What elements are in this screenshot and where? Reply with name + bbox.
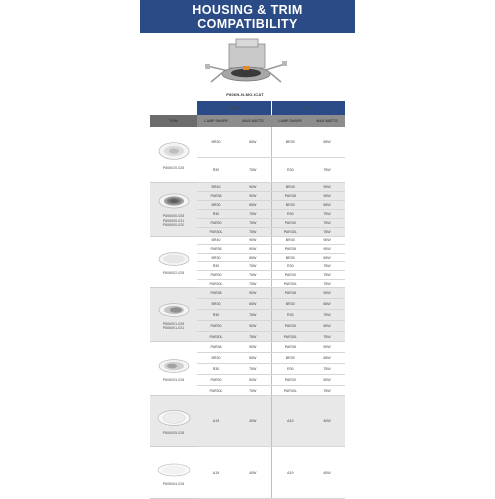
trim-model-number: P806002-028	[162, 270, 185, 275]
trim-cell	[150, 447, 197, 499]
non-ic-lamp-shape: PAR30L	[197, 279, 235, 288]
table-row	[150, 236, 345, 245]
non-ic-max-watts: 75W	[235, 227, 271, 236]
table-row	[150, 396, 345, 447]
non-ic-max-watts: 40W	[235, 396, 271, 447]
non-ic-max-watts: 90W	[235, 182, 271, 191]
ic-lamp-shape: PAR30	[271, 320, 309, 331]
non-ic-max-watts: 75W	[235, 279, 271, 288]
ic-lamp-shape: BR40	[271, 236, 309, 245]
non-ic-lamp-shape: PAR30	[197, 374, 235, 385]
ic-lamp-shape: PAR30L	[271, 279, 309, 288]
ic-lamp-shape: BR40	[271, 182, 309, 191]
non-ic-lamp-shape: PAR30	[197, 271, 235, 280]
trim-wrap	[150, 300, 197, 331]
ic-lamp-shape: BR30	[271, 127, 309, 157]
ic-lamp-shape: R30	[271, 262, 309, 271]
table-row	[150, 447, 345, 499]
ic-max-watts: 65W	[309, 353, 345, 364]
ic-max-watts: 90W	[309, 342, 345, 353]
ic-max-watts: 90W	[309, 182, 345, 191]
table-row	[150, 182, 345, 191]
ic-lamp-shape: PAR30L	[271, 331, 309, 342]
ic-max-watts: 75W	[309, 271, 345, 280]
non-ic-lamp-shape: PAR30L	[197, 331, 235, 342]
trim-eyeball-icon	[155, 356, 193, 378]
non-ic-max-watts: 65W	[235, 127, 271, 157]
title-line-2: COMPATIBILITY	[197, 17, 298, 31]
trim-model-number: P806000-020	[162, 223, 185, 228]
ic-max-watts: 75W	[309, 157, 345, 182]
trim-wrap	[150, 407, 197, 435]
non-ic-max-watts: 75W	[235, 271, 271, 280]
trim-cell	[150, 396, 197, 447]
trim-cell	[150, 236, 197, 288]
ic-max-watts: 90W	[309, 191, 345, 200]
non-ic-lamp-shape: PAR38	[197, 342, 235, 353]
ic-max-watts: 75W	[309, 331, 345, 342]
non-ic-lamp-shape: PAR38	[197, 191, 235, 200]
non-ic-lamp-shape: BR40	[197, 182, 235, 191]
ic-lamp-shape: A19	[271, 447, 309, 499]
non-ic-max-watts: 75W	[235, 331, 271, 342]
ic-max-watts: 75W	[309, 310, 345, 321]
ic-max-watts: 50W	[309, 320, 345, 331]
trim-wrap	[150, 460, 197, 486]
ic-max-watts: 65W	[309, 127, 345, 157]
non-ic-lamp-shape: R30	[197, 209, 235, 218]
non-ic-lamp-shape: R30	[197, 364, 235, 375]
ic-lamp-shape: PAR30	[271, 374, 309, 385]
trim-model-number: P806003-028	[162, 377, 185, 382]
trim-shower-icon	[155, 407, 193, 431]
ic-lamp-shape: PAR38	[271, 288, 309, 299]
ic-lamp-shape: R30	[271, 364, 309, 375]
ic-max-watts: 40W	[309, 447, 345, 499]
trim-wrap	[150, 249, 197, 275]
ic-max-watts: 65W	[309, 253, 345, 262]
non-ic-lamp-shape: R30	[197, 157, 235, 182]
trim-model-number: P806001-028	[162, 321, 185, 326]
ic-max-watts: 90W	[309, 288, 345, 299]
non-ic-max-watts: 65W	[235, 253, 271, 262]
product-model: P806N-N-MO-ICAT	[226, 92, 264, 97]
ic-max-watts: 75W	[309, 385, 345, 396]
non-ic-max-watts: 65W	[235, 353, 271, 364]
non-ic-lamp-shape: A19	[197, 447, 235, 499]
ic-lamp-shape: R30	[271, 209, 309, 218]
trim-open-icon	[155, 249, 193, 271]
trim-model-number: P806020-028	[162, 166, 185, 171]
non-ic-max-watts: 65W	[235, 299, 271, 310]
trim-gimbal-icon	[155, 300, 193, 322]
non-ic-max-watts: 75W	[235, 157, 271, 182]
table-row	[150, 288, 345, 299]
ic-max-watts: 75W	[309, 227, 345, 236]
ic-lamp-shape: BR30	[271, 253, 309, 262]
title-line-1: HOUSING & TRIM	[192, 3, 303, 17]
non-ic-lamp-shape: BR30	[197, 353, 235, 364]
non-ic-max-watts: 75W	[235, 209, 271, 218]
non-ic-lamp-shape: R30	[197, 262, 235, 271]
non-ic-max-watts: 90W	[235, 236, 271, 245]
ic-max-watts: 65W	[309, 299, 345, 310]
trim-cell	[150, 182, 197, 236]
trim-lens-icon	[155, 460, 193, 482]
non-ic-lamp-shape: A19	[197, 396, 235, 447]
non-ic-max-watts: 40W	[235, 447, 271, 499]
ic-lamp-shape: BR30	[271, 200, 309, 209]
ic-max-watts: 75W	[309, 364, 345, 375]
subheader-non-ic-lamp-shape: LAMP SHAPE	[197, 115, 235, 127]
ic-lamp-shape: BR30	[271, 299, 309, 310]
trim-wrap	[150, 138, 197, 170]
non-ic-lamp-shape: PAR30	[197, 218, 235, 227]
non-ic-max-watts: 50W	[235, 320, 271, 331]
header-ic: IC	[271, 101, 345, 115]
ic-max-watts: 65W	[309, 200, 345, 209]
recessed-housing-icon	[203, 36, 289, 88]
trim-wrap	[150, 356, 197, 382]
title-banner	[140, 0, 355, 33]
non-ic-max-watts: 90W	[235, 191, 271, 200]
ic-lamp-shape: A19	[271, 396, 309, 447]
non-ic-max-watts: 90W	[235, 342, 271, 353]
trim-model-number: P806001-031	[162, 325, 185, 330]
ic-lamp-shape: PAR38	[271, 342, 309, 353]
non-ic-max-watts: 65W	[235, 200, 271, 209]
ic-max-watts: 75W	[309, 209, 345, 218]
non-ic-max-watts: 75W	[235, 310, 271, 321]
ic-max-watts: 90W	[309, 245, 345, 254]
non-ic-lamp-shape: PAR30L	[197, 385, 235, 396]
non-ic-max-watts: 75W	[235, 364, 271, 375]
trim-reflector-icon	[155, 138, 193, 166]
non-ic-max-watts: 75W	[235, 385, 271, 396]
trim-model-number: P806004-028	[162, 481, 185, 486]
trim-baffle-icon	[155, 190, 193, 214]
ic-lamp-shape: PAR30	[271, 271, 309, 280]
trim-wrap	[150, 190, 197, 227]
non-ic-lamp-shape: PAR30L	[197, 227, 235, 236]
trim-model-number: P806005-028	[162, 431, 185, 436]
non-ic-lamp-shape: PAR38	[197, 288, 235, 299]
ic-max-watts: 75W	[309, 262, 345, 271]
trim-model-number: P806000-031	[162, 218, 185, 223]
trim-model-number: P806000-028	[162, 214, 185, 219]
non-ic-max-watts: 75W	[235, 262, 271, 271]
ic-lamp-shape: PAR30	[271, 218, 309, 227]
non-ic-lamp-shape: R30	[197, 310, 235, 321]
non-ic-lamp-shape: BR30	[197, 200, 235, 209]
non-ic-lamp-shape: PAR38	[197, 245, 235, 254]
non-ic-lamp-shape: BR30	[197, 299, 235, 310]
trim-cell	[150, 288, 197, 342]
table-row	[150, 342, 345, 353]
ic-max-watts: 75W	[309, 279, 345, 288]
trim-cell	[150, 127, 197, 182]
non-ic-lamp-shape: BR30	[197, 253, 235, 262]
ic-lamp-shape: PAR30L	[271, 385, 309, 396]
ic-max-watts: 40W	[309, 396, 345, 447]
table-row	[150, 127, 345, 157]
ic-lamp-shape: PAR38	[271, 191, 309, 200]
ic-lamp-shape: BR30	[271, 353, 309, 364]
non-ic-max-watts: 75W	[235, 218, 271, 227]
ic-max-watts: 75W	[309, 218, 345, 227]
subheader-ic-max-watts: MAX WATTS	[309, 115, 345, 127]
subheader-non-ic-max-watts: MAX WATTS	[235, 115, 271, 127]
compatibility-table	[150, 101, 345, 499]
ic-lamp-shape: R30	[271, 310, 309, 321]
ic-lamp-shape: PAR30L	[271, 227, 309, 236]
non-ic-lamp-shape: PAR30	[197, 320, 235, 331]
subheader-trim: TRIM	[150, 115, 197, 127]
trim-cell	[150, 342, 197, 396]
header-blank	[150, 101, 197, 115]
ic-max-watts: 50W	[309, 374, 345, 385]
non-ic-lamp-shape: BR30	[197, 127, 235, 157]
table-header-row	[150, 101, 345, 115]
subheader-ic-lamp-shape: LAMP SHAPE	[271, 115, 309, 127]
ic-lamp-shape: PAR38	[271, 245, 309, 254]
non-ic-max-watts: 90W	[235, 288, 271, 299]
ic-max-watts: 90W	[309, 236, 345, 245]
non-ic-lamp-shape: BR40	[197, 236, 235, 245]
non-ic-max-watts: 90W	[235, 245, 271, 254]
non-ic-max-watts: 50W	[235, 374, 271, 385]
header-non-ic: NON IC	[197, 101, 271, 115]
table-subheader-row	[150, 115, 345, 127]
ic-lamp-shape: R30	[271, 157, 309, 182]
